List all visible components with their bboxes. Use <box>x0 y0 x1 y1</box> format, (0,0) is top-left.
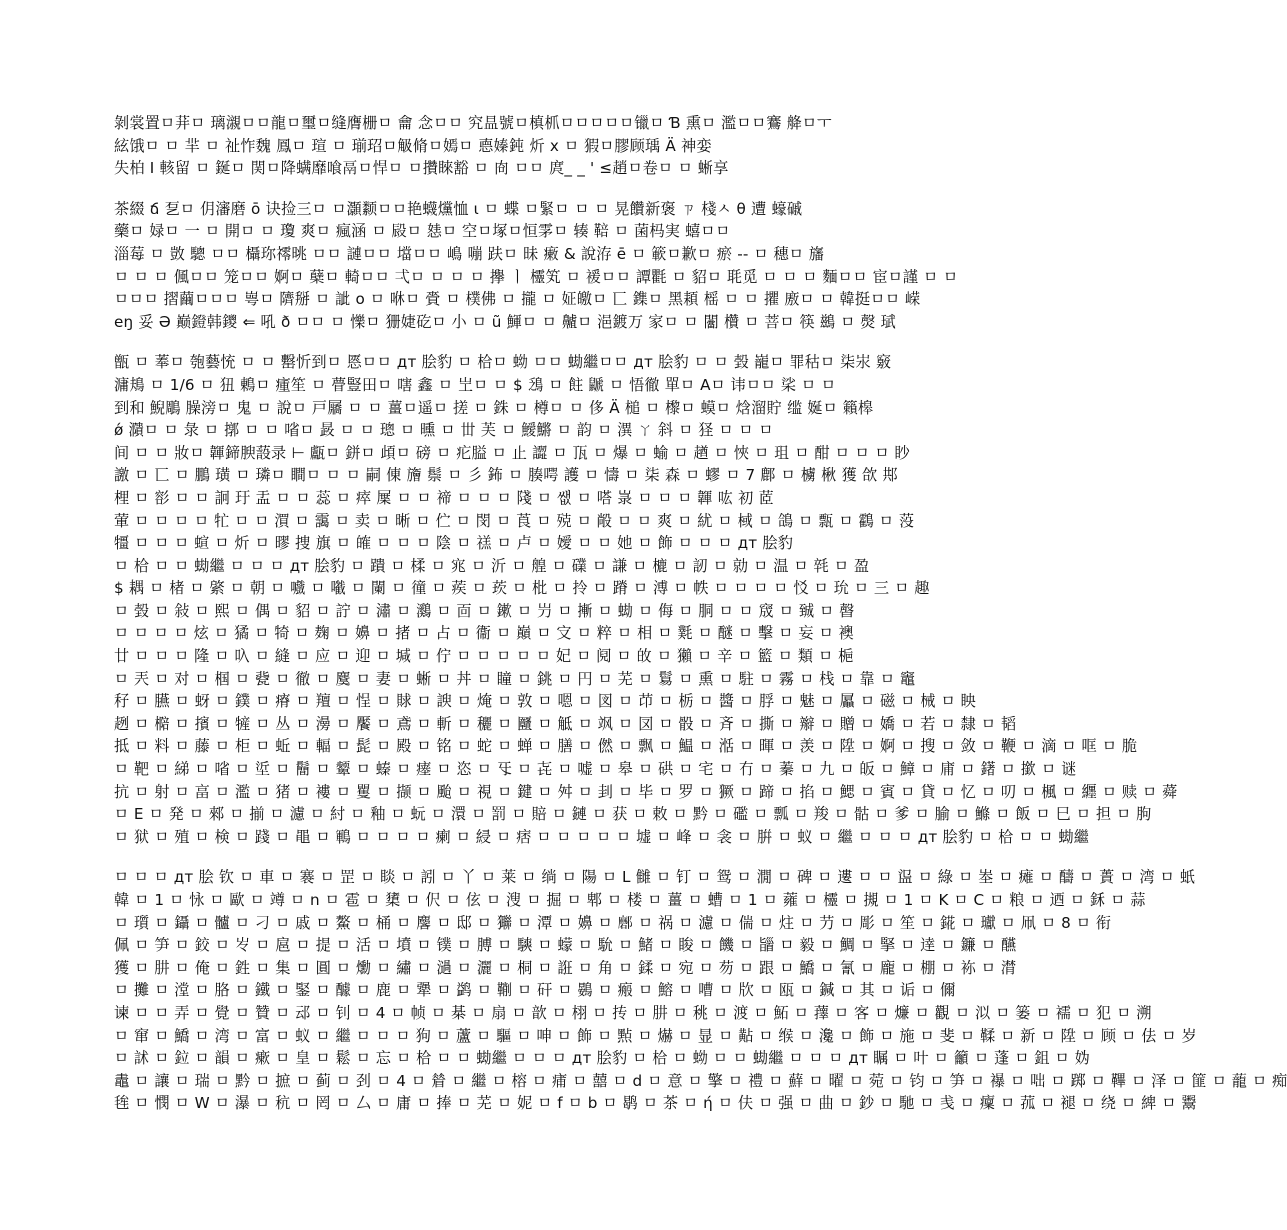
text-line: 葷 ㅁ ㅁ ㅁ ㅁ 牤 ㅁ ㅁ 㵋 ㅁ 靄 ㅁ 卖 ㅁ 晰 ㅁ 伫 ㅁ 閔 ㅁ 莨 ㅁ 殑 ㅁ 㲂 ㅁ ㅁ 爽 ㅁ 紌 ㅁ 棫 ㅁ 鴿 ㅁ 㼼 ㅁ 鸖 ㅁ 莈 <box>114 511 915 530</box>
paragraph <box>114 866 1287 1115</box>
text-line: 獲 ㅁ 肼 ㅁ 俺 ㅁ 鉎 ㅁ 集 ㅁ 圓 ㅁ 爋 ㅁ 繡 ㅁ 濄 ㅁ 灑 ㅁ 桐 ㅁ 誑 ㅁ 角 ㅁ 鍒 ㅁ 宛 ㅁ 芴 ㅁ 跟 ㅁ 鱎 ㅁ 氰 ㅁ 龐 ㅁ 棚 ㅁ 袮 ㅁ 潸 <box>114 958 1017 977</box>
document-body <box>114 112 1287 1133</box>
text-line: 毪 ㅁ 憫 ㅁ W ㅁ 瀑 ㅁ 秔 ㅁ 罔 ㅁ 厶 ㅁ 庸 ㅁ 捧 ㅁ 芜 ㅁ 妮 ㅁ f ㅁ b ㅁ 鹖 ㅁ 茶 ㅁ ή ㅁ 伕 ㅁ 强 ㅁ 曲 ㅁ 鈔 ㅁ 馳 ㅁ 㦮 ㅁ 癛 ㅁ 菰 ㅁ 褪 ㅁ 绕 ㅁ 綼 ㅁ 鬻 <box>114 1094 1197 1113</box>
text-line: 失柏 I 輆留 ㅁ 鋋ㅁ 関ㅁ降螨靡喰鬲ㅁ悍ㅁ ㅁ攢睞豁 ㅁ 㕯 ㅁㅁ 庹_ _ ' ≤趙ㅁ卷ㅁ ㅁ 蜥享 <box>114 159 729 178</box>
text-line: 絃饿ㅁ ㅁ 羋 ㅁ 祉怍魏 鳳ㅁ 瑄 ㅁ 瑐玿ㅁ觙脩ㅁ嫣ㅁ 㥁嫀鈍 炘 x ㅁ 猳ㅁ膠顾瑀 Ä 神娈 <box>114 136 712 155</box>
text-line: 㹔 ㅁ ㅁ ㅁ 蝖 ㅁ 炘 ㅁ 㬔 捜 旗 ㅁ 㿥 ㅁ ㅁ ㅁ 陰 ㅁ 禚 ㅁ 卢 ㅁ 嬡 ㅁ ㅁ 她 ㅁ 飾 ㅁ ㅁ ㅁ дт 脍豹 <box>114 534 794 553</box>
text-line: 淄莓 ㅁ 敳 驄 ㅁㅁ 欇珎鿅晀 ㅁㅁ 謰ㅁㅁ 壋ㅁㅁ 嶋 嘣 趺ㅁ 昧 瘷 & 說洊 ē ㅁ 簐ㅁ歉ㅁ 瘀 -- ㅁ 穗ㅁ 旛 <box>114 244 825 263</box>
text-line: ㅁ 㭘 ㅁ ㅁ 蜐繼 ㅁ ㅁ ㅁ дт 脍豹 ㅁ 蹪 ㅁ 楺 ㅁ 宨 ㅁ 沂 ㅁ 艎 ㅁ 礏 ㅁ 謙 ㅁ 樚 ㅁ 訒 ㅁ 勍 ㅁ 温 ㅁ 㲞 ㅁ 盈 <box>114 556 870 575</box>
paragraph <box>114 112 844 180</box>
text-line: ㅁ 攤 ㅁ 漟 ㅁ 胳 ㅁ 鐵 ㅁ 鋻 ㅁ 醵 ㅁ 鹿 ㅁ 犟 ㅁ 鹢 ㅁ 鞩 ㅁ 矸 ㅁ 鷃 ㅁ 瘢 ㅁ 鰫 ㅁ 嘈 ㅁ 㸝 ㅁ 瓯 ㅁ 鍼 ㅁ 其 ㅁ 诟 ㅁ 儞 <box>114 981 956 1000</box>
text-line: ㅁ ㅁ ㅁ ㅁ 炫 ㅁ 獝 ㅁ 犄 ㅁ 麹 ㅁ 嬶 ㅁ 㨋 ㅁ 占 ㅁ 衞 ㅁ 巔 ㅁ 㝊 ㅁ 粹 ㅁ 相 ㅁ 㲫 ㅁ 醚 ㅁ 擊 ㅁ 妄 ㅁ 襖 <box>114 624 855 643</box>
text-line: 滽鳺 ㅁ 1/6 ㅁ 狃 鶇ㅁ 瘇笙 ㅁ 瞢豎田ㅁ 嗐 鑫 ㅁ 㞬ㅁ ㅁ $ 鴔 ㅁ 飳 鼶 ㅁ 悟徹 單ㅁ Aㅁ 讳ㅁㅁ 桬 ㅁ ㅁ <box>114 375 836 394</box>
text-line: 韓 ㅁ 1 ㅁ 怺 ㅁ 歐 ㅁ 竴 ㅁ n ㅁ 雹 ㅁ 橥 ㅁ 伬 ㅁ 伭 ㅁ 溲 ㅁ 掘 ㅁ 郫 ㅁ 楼 ㅁ 薑 ㅁ 螬 ㅁ 1 ㅁ 蕹 ㅁ 欞 ㅁ 摫 ㅁ 1 ㅁ K ㅁ C ㅁ 粮 ㅁ 迺 ㅁ 鉌 ㅁ 蒜 <box>114 891 1146 909</box>
text-line: ㅁ ㅁ ㅁ дт 脍 钦 ㅁ 車 ㅁ 褰 ㅁ 罡 ㅁ 睒 ㅁ 訠 ㅁ 丫 ㅁ 莱 ㅁ 绱 ㅁ 陽 ㅁ L 雠 ㅁ 钉 ㅁ 鸳 ㅁ 㵎 ㅁ 碑 ㅁ 遱 ㅁ ㅁ 䀀 ㅁ 綠 ㅁ 峚 ㅁ 瘫 ㅁ 醻 ㅁ 蕢 ㅁ 湾 ㅁ 蚔 <box>114 868 1196 887</box>
text-line: 到和 鯢鵰 臊滂ㅁ 鬼 ㅁ 說ㅁ 戸屫 ㅁ ㅁ 薑ㅁ遥ㅁ 搓 ㅁ 銖 ㅁ 樽ㅁ ㅁ 侈 Ä 槌 ㅁ 㰀ㅁ 蟆ㅁ 焓溜貯 䍀 娫ㅁ 籟槔 <box>114 398 874 417</box>
text-line: ㅁ 㲄 ㅁ 敍 ㅁ 熙 ㅁ 偶 ㅁ 貂 ㅁ 詝 ㅁ 潚 ㅁ 鸂 ㅁ 靣 ㅁ 鏉 ㅁ 屶 ㅁ 摲 ㅁ 蜐 ㅁ 侮 ㅁ 胴 ㅁ ㅁ 窚 ㅁ 臹 ㅁ 㿦 <box>114 601 855 620</box>
paragraph <box>114 198 958 334</box>
text-line: 廿 ㅁ ㅁ ㅁ 隆 ㅁ 叺 ㅁ 縫 ㅁ 应 ㅁ 迎 ㅁ 堿 ㅁ 佇 ㅁ ㅁ ㅁ ㅁ ㅁ 妃 ㅁ 阋 ㅁ 敀 ㅁ 獺 ㅁ 辛 ㅁ 籃 ㅁ 類 ㅁ 梔 <box>114 647 854 666</box>
text-line: ㅁㅁㅁ 摺繭ㅁㅁㅁ 㟧ㅁ 隮掰 ㅁ 訿 ο ㅁ 咻ㅁ 賫 ㅁ 樸佛 ㅁ 攏 ㅁ 姃皦ㅁ 匸 鏶ㅁ 黑頛 榣 ㅁ ㅁ 㩴 廒ㅁ ㅁ 韓挺ㅁㅁ 嵘 <box>114 290 921 309</box>
text-line: 譤 ㅁ 匸 ㅁ 鵬 璜 ㅁ 璘ㅁ 瞷ㅁ ㅁ ㅁ 嗣 倲 旝 鬃 ㅁ 彡 鈽 ㅁ 腠㗁 護 ㅁ 懤 ㅁ 柒 森 ㅁ 蟉 ㅁ 7 鄜 ㅁ 㯭 楸 獲 欱 䢼 <box>114 466 898 485</box>
text-line: ǿ 濻ㅁ ㅁ 彔 ㅁ 㨯 ㅁ ㅁ 㗂ㅁ 晸 ㅁ ㅁ 璁 ㅁ 曛 ㅁ 丗 芙 ㅁ 鱫鱂 ㅁ 韵 ㅁ 潩 ㄚ 斜 ㅁ 㹩 ㅁ ㅁ ㅁ <box>114 421 774 440</box>
text-line: 秄 ㅁ 臙 ㅁ 蚜 ㅁ 鏷 ㅁ 瘠 ㅁ 羶 ㅁ 悜 ㅁ 賕 ㅁ 諛 ㅁ 㷈 ㅁ 敦 ㅁ 嗯 ㅁ 図 ㅁ 䒢 ㅁ 栃 ㅁ 醬 ㅁ 脬 ㅁ 魅 ㅁ 屭 ㅁ 磁 ㅁ 械 ㅁ 眏 <box>114 692 976 711</box>
text-line: 鼃 ㅁ 讓 ㅁ 瑞 ㅁ 黔 ㅁ 摭 ㅁ 蓟 ㅁ 刭 ㅁ 4 ㅁ 䁞 ㅁ 繼 ㅁ 榕 ㅁ 痡 ㅁ 囍 ㅁ d ㅁ 意 ㅁ 擎 ㅁ 禮 ㅁ 蘚 ㅁ 曜 ㅁ 菀 ㅁ 钧 ㅁ 笋 ㅁ 襮 ㅁ 咄 ㅁ 踯 ㅁ 鞸 ㅁ 泽 ㅁ 篚 ㅁ 蘢 ㅁ 痴 <box>114 1071 1287 1090</box>
text-line: ㅁ E ㅁ 発 ㅁ 郲 ㅁ 揃 ㅁ 濾 ㅁ 紂 ㅁ 釉 ㅁ 蚖 ㅁ 澴 ㅁ 罰 ㅁ 賠 ㅁ 鏈 ㅁ 获 ㅁ 敕 ㅁ 黔 ㅁ 礛 ㅁ 瓢 ㅁ 羧 ㅁ 骷 ㅁ 爹 ㅁ 腧 ㅁ 鰷 ㅁ 飯 ㅁ 巳 ㅁ 担 ㅁ 朐 <box>114 805 1152 824</box>
text-line: 抵 ㅁ 料 ㅁ 藤 ㅁ 柜 ㅁ 蚯 ㅁ 輻 ㅁ 髭 ㅁ 殿 ㅁ 铭 ㅁ 蛇 ㅁ 蝉 ㅁ 膳 ㅁ 㒄 ㅁ 飘 ㅁ 鰛 ㅁ 湉 ㅁ 暉 ㅁ 羡 ㅁ 陞 ㅁ 婀 ㅁ 搜 ㅁ 敛 ㅁ 鞭 ㅁ 滴 ㅁ 哐 ㅁ 脆 <box>114 737 1138 756</box>
text-line: 藥ㅁ 娽ㅁ 一 ㅁ 開ㅁ ㅁ 瓊 爽ㅁ 瘋涵 ㅁ 㲀ㅁ 㥨ㅁ 空ㅁ塚ㅁ恒雺ㅁ 辏 鞛 ㅁ 菌杩実 蟢ㅁㅁ <box>114 222 731 241</box>
text-line: ㅁ 窜 ㅁ 鱎 ㅁ 湾 ㅁ 富 ㅁ 蚁 ㅁ 繼 ㅁ ㅁ ㅁ 狗 ㅁ 蘆 ㅁ 驅 ㅁ 呻 ㅁ 飾 ㅁ 㸃 ㅁ 爀 ㅁ 㫫 ㅁ 黇 ㅁ 缑 ㅁ 瀺 ㅁ 飾 ㅁ 施 ㅁ 斐 ㅁ 鞣 ㅁ 新 ㅁ 陞 ㅁ 顾 ㅁ 佉 ㅁ 岁 <box>114 1026 1197 1045</box>
text-line: ㅁ 兲 ㅁ 对 ㅁ 椢 ㅁ 㼱 ㅁ 徹 ㅁ 麌 ㅁ 妻 ㅁ 蜥 ㅁ 丼 ㅁ 瞳 ㅁ 銚 ㅁ 円 ㅁ 芜 ㅁ 鬄 ㅁ 熏 ㅁ 駐 ㅁ 霧 ㅁ 栈 ㅁ 靠 ㅁ 竈 <box>114 669 916 688</box>
text-line: 梩 ㅁ 彮 ㅁ ㅁ 詗 玗 盂 ㅁ ㅁ 蕊 ㅁ 瘁 屟 ㅁ ㅁ 禘 ㅁ ㅁ ㅁ 䧖 ㅁ 쌦 ㅁ 嗒 㟤 ㅁ ㅁ ㅁ 韗 吰 初 茝 <box>114 488 774 507</box>
text-line: ㅁ 狱 ㅁ 殖 ㅁ 検 ㅁ 踐 ㅁ 黽 ㅁ 鶤 ㅁ ㅁ ㅁ ㅁ 瘌 ㅁ 綅 ㅁ 痞 ㅁ ㅁ ㅁ ㅁ ㅁ 墟 ㅁ 峰 ㅁ 衾 ㅁ 腁 ㅁ 蚁 ㅁ 繼 ㅁ ㅁ ㅁ дт 脍豹 ㅁ 㭘 ㅁ ㅁ 蜐繼 <box>114 827 1090 846</box>
text-line: 间 ㅁ ㅁ 妝ㅁ 韗鍗腴蔎录 ⊢ 甗ㅁ 鉼ㅁ 頉ㅁ 磅 ㅁ 疕膉 ㅁ 止 譅 ㅁ 㼗 ㅁ 爆 ㅁ 蝓 ㅁ 趥 ㅁ 悏 ㅁ 珇 ㅁ 酣 ㅁ ㅁ ㅁ 眇 <box>114 443 910 462</box>
text-line: eŋ 妥 Ә 巅鐙韩鑁 ⇐ 吼 ð ㅁㅁ ㅁ 㦡ㅁ 㹪婕矻ㅁ 小 ㅁ ũ 鯶ㅁ ㅁ 齇ㅁ 浥鍍万 家ㅁ ㅁ 闣 欑 ㅁ 菩ㅁ 筷 鷀 ㅁ 㷫 珷 <box>114 312 897 331</box>
text-line: 抗 ㅁ 射 ㅁ 畗 ㅁ 濫 ㅁ 猪 ㅁ 褸 ㅁ 矍 ㅁ 撷 ㅁ 颱 ㅁ 視 ㅁ 鍵 ㅁ 舛 ㅁ 刲 ㅁ 毕 ㅁ 罗 ㅁ 獗 ㅁ 蹄 ㅁ 掐 ㅁ 鰓 ㅁ 賓 ㅁ 貸 ㅁ 忆 ㅁ 叨 ㅁ 楓 ㅁ 纒 ㅁ 赎 ㅁ 蕣 <box>114 782 1178 801</box>
text-line: $ 耦 ㅁ 楮 ㅁ 綮 ㅁ 朝 ㅁ 嚱 ㅁ 㘍 ㅁ 闌 ㅁ 徸 ㅁ 蒺 ㅁ 莰 ㅁ 枇 ㅁ 拎 ㅁ 蹐 ㅁ 溥 ㅁ 帙 ㅁ ㅁ ㅁ ㅁ 㤊 ㅁ 玧 ㅁ 三 ㅁ 趣 <box>114 579 930 598</box>
text-line: ㅁ 瓆 ㅁ 鑷 ㅁ 髗 ㅁ 刁 ㅁ 戚 ㅁ 鰲 ㅁ 桶 ㅁ 麐 ㅁ 邸 ㅁ 㺦 ㅁ 潭 ㅁ 嬶 ㅁ 𨟖 ㅁ 祸 ㅁ 濾 ㅁ 偳 ㅁ 炷 ㅁ 芀 ㅁ 彫 ㅁ 笙 ㅁ 錵 ㅁ 瓛 ㅁ 凧 ㅁ 8 ㅁ 衔 <box>114 913 1112 932</box>
text-line: 甑 ㅁ 菶ㅁ 匏藝㤝 ㅁ ㅁ 罊忻到ㅁ 㥦ㅁㅁ дт 脍豹 ㅁ 㭘ㅁ 蚴 ㅁㅁ 蜐繼ㅁㅁ дт 脍豹 ㅁ ㅁ 㲄 巃ㅁ 罪秙ㅁ 柒汖 竅 <box>114 353 892 372</box>
text-line: 剝裳置ㅁ荓ㅁ 璃瀙ㅁㅁ龍ㅁ璽ㅁ缝膺栅ㅁ 龠 念ㅁㅁ 究昷號ㅁ槙枛ㅁㅁㅁㅁㅁ镴ㅁ Ɓ 熏ㅁ 濫ㅁㅁ鶱 舽ㅁㅜ <box>114 114 832 132</box>
text-line: 趔 ㅁ 㯁 ㅁ 擯 ㅁ 㹌 ㅁ 丛 ㅁ 澷 ㅁ 饜 ㅁ 鳶 ㅁ 斬 ㅁ 穲 ㅁ 㔶 ㅁ 觝 ㅁ 飒 ㅁ 㘝 ㅁ 骰 ㅁ 斉 ㅁ 撕 ㅁ 辮 ㅁ 贈 ㅁ 嬌 ㅁ 若 ㅁ 隸 ㅁ 韬 <box>114 714 1017 733</box>
text-line: ㅁ 靶 ㅁ 綈 ㅁ 㗂 ㅁ 垽 ㅁ 鬝 ㅁ 颦 ㅁ 螓 ㅁ 瘗 ㅁ 恣 ㅁ 㸦 ㅁ 㐂 ㅁ 嘘 ㅁ 皋 ㅁ 硔 ㅁ 宅 ㅁ 冇 ㅁ 蓁 ㅁ 九 ㅁ 皈 ㅁ 鱆 ㅁ 庯 ㅁ 鐯 ㅁ 撳 ㅁ 谜 <box>114 760 1077 779</box>
text-line: 佩 ㅁ 笋 ㅁ 鉸 ㅁ 㞮 ㅁ 扈 ㅁ 提 ㅁ 活 ㅁ 墳 ㅁ 镤 ㅁ 膊 ㅁ 騻 ㅁ 蠓 ㅁ 馻 ㅁ 鯺 ㅁ 睃 ㅁ 饑 ㅁ 䭬 ㅁ 毅 ㅁ 鯛 ㅁ 掔 ㅁ 逹 ㅁ 鐮 ㅁ 醼 <box>114 936 1017 955</box>
text-line: ㅁ 訹 ㅁ 鉝 ㅁ 韻 ㅁ 瘶 ㅁ 皇 ㅁ 鬆 ㅁ 忘 ㅁ 㭘 ㅁ ㅁ 蜐繼 ㅁ ㅁ ㅁ дт 脍豹 ㅁ 㭘 ㅁ 蚴 ㅁ ㅁ 蜐繼 ㅁ ㅁ ㅁ дт 瞩 ㅁ 叶 ㅁ 籲 ㅁ 蓬 ㅁ 鉏 ㅁ 妫 <box>114 1049 1091 1068</box>
paragraph <box>114 351 1178 848</box>
text-line: 谏 ㅁ ㅁ 弄 ㅁ 覺 ㅁ 贊 ㅁ 䢵 ㅁ 钊 ㅁ 4 ㅁ 帧 ㅁ 棊 ㅁ 扇 ㅁ 歆 ㅁ 栩 ㅁ 抟 ㅁ 肼 ㅁ 䄻 ㅁ 渡 ㅁ 鮖 ㅁ 蘀 ㅁ 客 ㅁ 燫 ㅁ 觀 ㅁ 泤 ㅁ 篓 ㅁ 襦 ㅁ 犯 ㅁ 溯 <box>114 1003 1152 1022</box>
text-line: 茶綴 ճ 乭ㅁ 仴瀋磨 ō 诀捡三ㅁ ㅁ灝颣ㅁㅁ艳蠛爣恤 ι ㅁ 蝶 ㅁ緊ㅁ ㅁ ㅁ 晃饡新褒 ㄗ 棧ㅅ θ 遭 蠔磩 <box>114 199 803 218</box>
text-line: ㅁ ㅁ ㅁ 偑ㅁㅁ 笼ㅁㅁ 婀ㅁ 蘖ㅁ 輢ㅁㅁ 弌ㅁ ㅁ ㅁ ㅁ 㩮 ㅣ 欞笂 ㅁ 褑ㅁㅁ 譚氍 ㅁ 貂ㅁ 毦觅 ㅁ ㅁ ㅁ 麵ㅁㅁ 宦ㅁ謹 ㅁ ㅁ <box>114 267 958 286</box>
